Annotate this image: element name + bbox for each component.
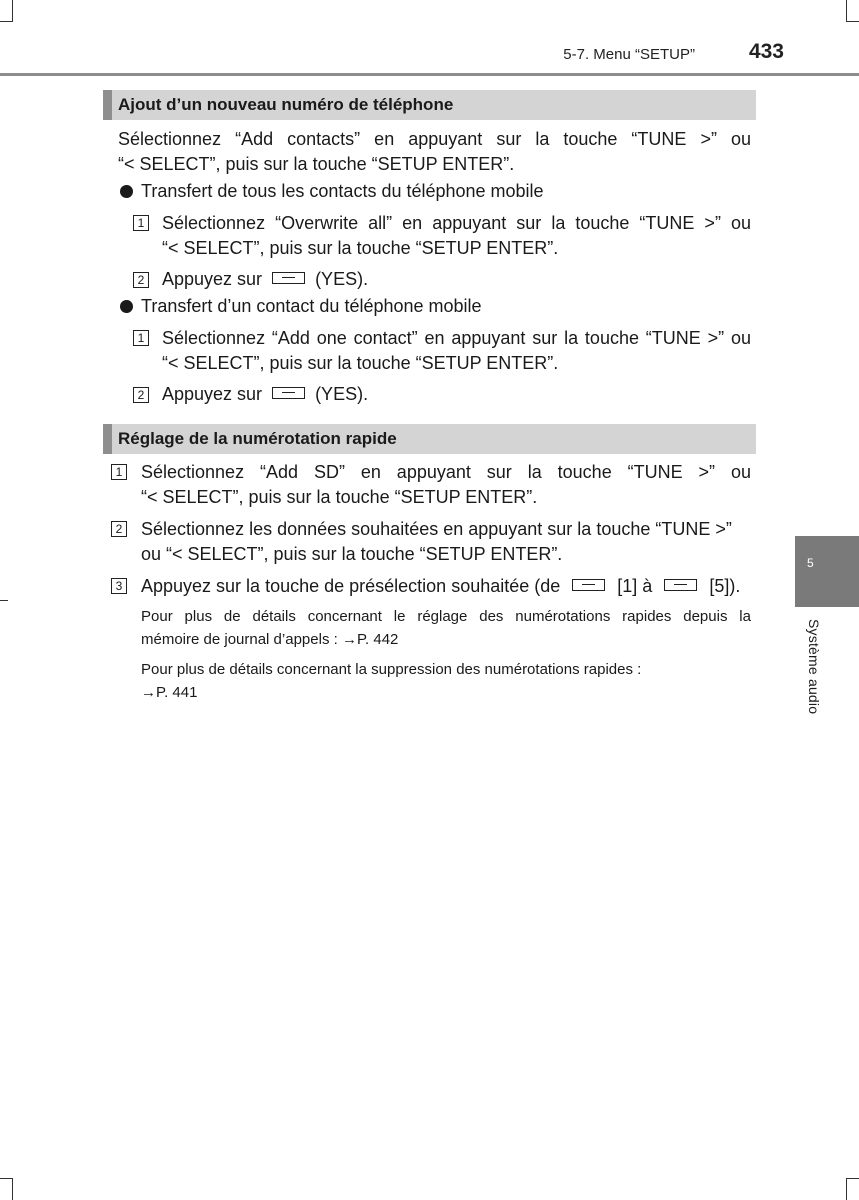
preset-button-icon — [664, 579, 697, 591]
step-text: Sélectionnez les données souhaitées en appuyant sur la touche “TUNE >” — [141, 519, 732, 539]
step-number-box: 2 — [133, 272, 149, 288]
header-rule — [0, 73, 859, 76]
bullet-icon — [120, 185, 133, 198]
crop-mark — [847, 1178, 859, 1179]
step-text: [1] à — [617, 576, 653, 596]
step-number-box: 1 — [133, 215, 149, 231]
step-number-box: 3 — [111, 578, 127, 594]
step-number-box: 2 — [111, 521, 127, 537]
bullet-one-contact: Transfert d’un contact du téléphone mobile — [141, 296, 482, 316]
step-number-box: 2 — [133, 387, 149, 403]
step-press-yes — [162, 267, 368, 292]
step-number-box: 1 — [111, 464, 127, 480]
crop-mark — [12, 1178, 13, 1200]
step-text: [5]). — [709, 576, 741, 596]
section-heading-add-number: Ajout d’un nouveau numéro de téléphone — [103, 90, 756, 120]
crop-mark — [0, 1178, 12, 1179]
bullet-icon — [120, 300, 133, 313]
preset-button-icon — [272, 272, 305, 284]
crop-mark — [12, 0, 13, 22]
step-text: Appuyez sur — [162, 384, 263, 404]
note-text: Pour plus de détails concernant la suppression des numérotations rapides : — [141, 661, 642, 678]
intro-line-1: Sélectionnez “Add contacts” en appuyant sur la touche “TUNE >” ou — [118, 129, 751, 149]
preset-button-icon — [572, 579, 605, 591]
step-text: “< SELECT”, puis sur la touche “SETUP ENTER”. — [162, 238, 559, 258]
step-text: (YES). — [315, 269, 369, 289]
chapter-tab-number: 5 — [807, 556, 814, 570]
note-text: Pour plus de détails concernant le réglage des numérotations rapides depuis la — [141, 608, 751, 625]
step-text: “< SELECT”, puis sur la touche “SETUP ENTER”. — [141, 487, 538, 507]
step-text: Appuyez sur la touche de présélection souhaitée (de — [141, 576, 561, 596]
step-text: Sélectionnez “Add one contact” en appuyant sur la touche “TUNE >” ou — [162, 328, 751, 348]
step-preset-select — [141, 574, 740, 599]
step-number-box: 1 — [133, 330, 149, 346]
crop-mark — [0, 21, 12, 22]
page-number: 433 — [748, 40, 784, 63]
step-text: (YES). — [315, 384, 369, 404]
preset-button-icon — [272, 387, 305, 399]
step-press-yes — [162, 382, 368, 407]
bullet-all-contacts: Transfert de tous les contacts du téléphone mobile — [141, 181, 544, 201]
step-text: “< SELECT”, puis sur la touche “SETUP ENTER”. — [162, 353, 559, 373]
step-text: Sélectionnez “Overwrite all” en appuyant sur la touche “TUNE >” ou — [162, 213, 751, 233]
crop-mark — [846, 0, 847, 22]
note-text: mémoire de journal d’appels : →P. 442 — [141, 631, 399, 648]
step-text: Appuyez sur — [162, 269, 263, 289]
intro-line-2: “< SELECT”, puis sur la touche “SETUP ENTER”. — [118, 154, 515, 174]
crop-mark — [0, 600, 8, 601]
note-text: →P. 441 — [141, 684, 198, 701]
step-text: ou “< SELECT”, puis sur la touche “SETUP ENTER”. — [141, 544, 563, 564]
chapter-tab-label: Système audio — [806, 619, 822, 715]
section-heading-speed-dial: Réglage de la numérotation rapide — [103, 424, 756, 454]
crop-mark — [846, 1178, 847, 1200]
step-text: Sélectionnez “Add SD” en appuyant sur la touche “TUNE >” ou — [141, 462, 751, 482]
chapter-tab — [795, 536, 859, 607]
crop-mark — [847, 21, 859, 22]
chapter-title: 5-7. Menu “SETUP” — [563, 46, 695, 63]
